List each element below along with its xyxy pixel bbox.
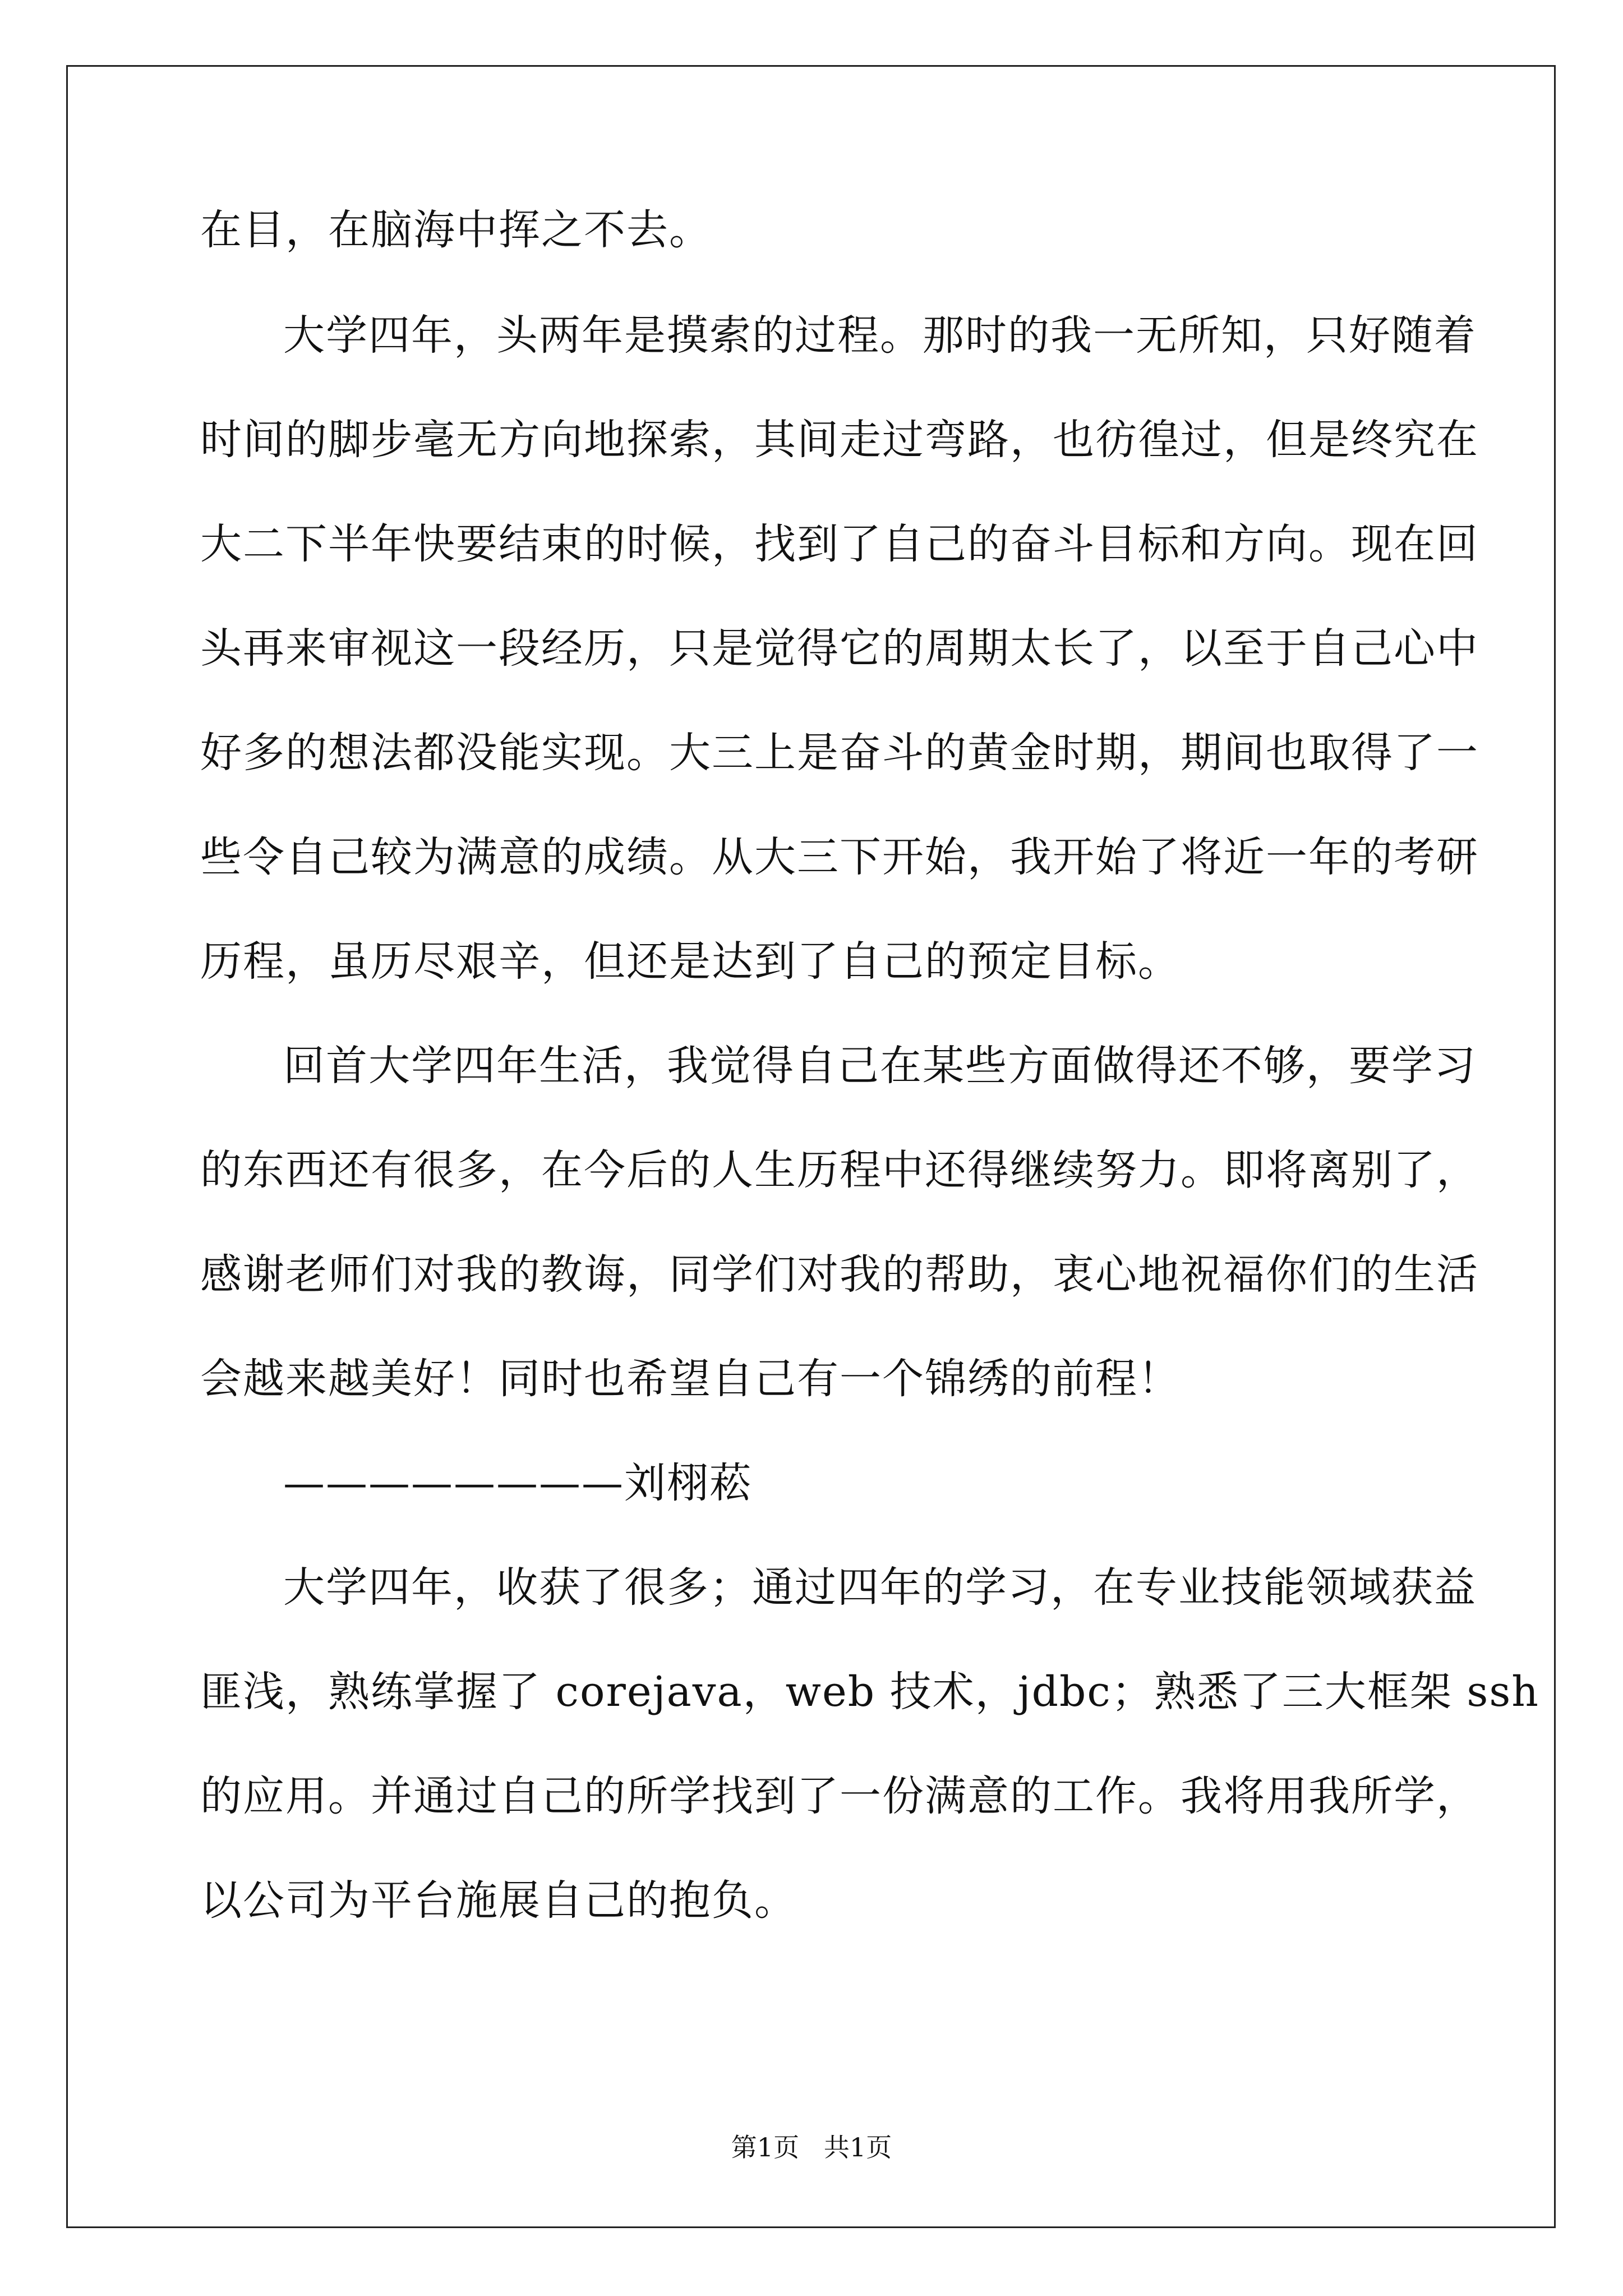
paragraph-line: 些令自己较为满意的成绩。从大三下开始，我开始了将近一年的考研: [200, 833, 1479, 881]
paragraph-line: 的东西还有很多，在今后的人生历程中还得继续努力。即将离别了，: [200, 1146, 1479, 1194]
paragraph-line: 好多的想法都没能实现。大三上是奋斗的黄金时期，期间也取得了一: [200, 729, 1479, 777]
paragraph-line: 感谢老师们对我的教诲，同学们对我的帮助，衷心地祝福你们的生活: [200, 1250, 1479, 1299]
paragraph-line: 时间的脚步毫无方向地探索，其间走过弯路，也彷徨过，但是终究在: [200, 416, 1479, 464]
paragraph-line: 大学四年，头两年是摸索的过程。那时的我一无所知，只好随着: [283, 311, 1477, 360]
paragraph-line: 会越来越美好！同时也希望自己有一个锦绣的前程！: [200, 1355, 1181, 1403]
paragraph-line: 大学四年，收获了很多；通过四年的学习，在专业技能领域获益: [283, 1563, 1477, 1612]
paragraph-line: 匪浅，熟练掌握了 corejava，web 技术，jdbc；熟悉了三大框架 ssh: [200, 1668, 1539, 1716]
paragraph-line: 在目，在脑海中挥之不去。: [200, 206, 712, 254]
signature-line: ————————刘栩菘: [283, 1459, 752, 1507]
paragraph-line: 的应用。并通过自己的所学找到了一份满意的工作。我将用我所学，: [200, 1772, 1479, 1820]
paragraph-line: 历程，虽历尽艰辛，但还是达到了自己的预定目标。: [200, 937, 1181, 986]
paragraph-line: 大二下半年快要结束的时候，找到了自己的奋斗目标和方向。现在回: [200, 520, 1479, 568]
paragraph-line: 回首大学四年生活，我觉得自己在某些方面做得还不够，要学习: [283, 1042, 1477, 1090]
paragraph-line: 头再来审视这一段经历，只是觉得它的周期太长了，以至于自己心中: [200, 624, 1479, 673]
paragraph-line: 以公司为平台施展自己的抱负。: [200, 1876, 797, 1925]
page-number-footer: 第1页 共1页: [731, 2132, 892, 2162]
